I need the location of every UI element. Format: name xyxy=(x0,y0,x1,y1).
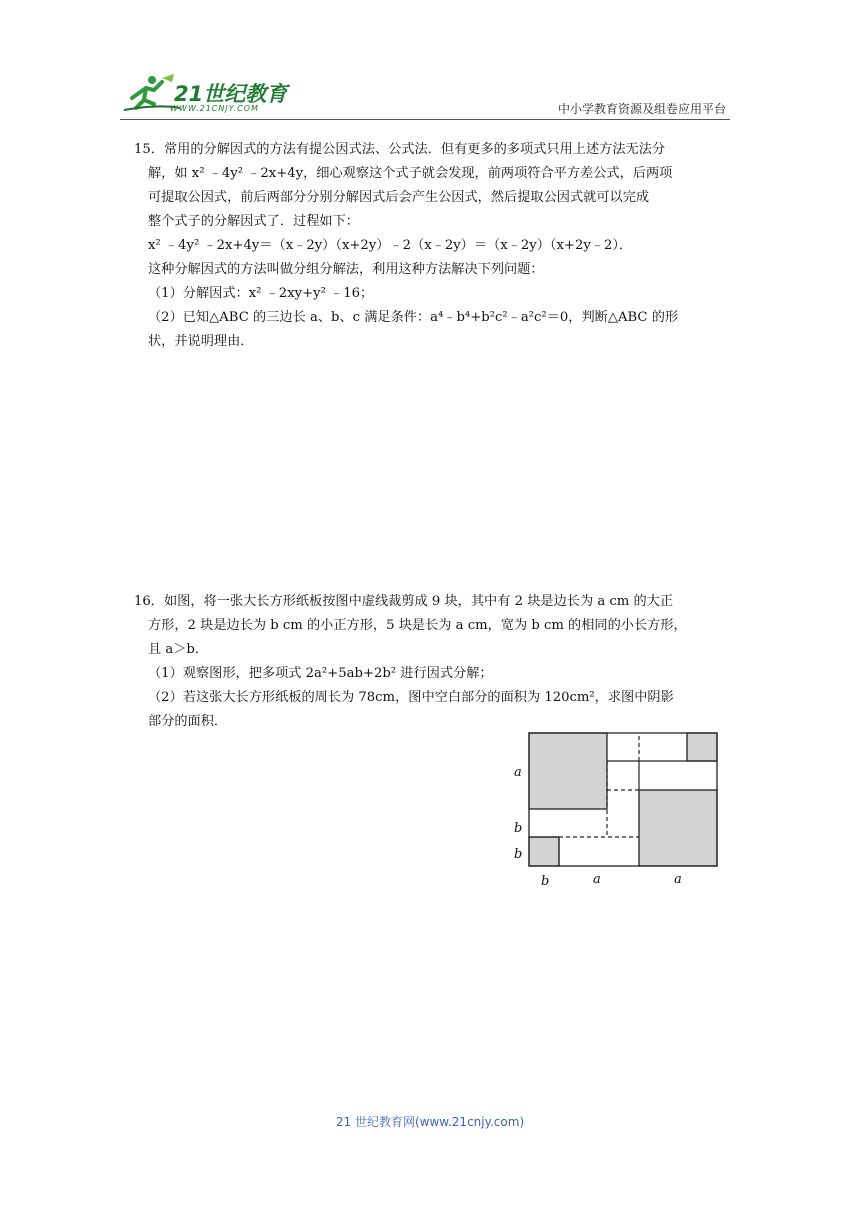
q16-line-3: 且 a＞b． xyxy=(148,642,209,657)
q15-line-7: （1）分解因式：x² ﹣2xy+y² ﹣16； xyxy=(148,286,374,301)
q15-line-4: 整个式子的分解因式了．过程如下： xyxy=(148,214,359,229)
q15-line-8: （2）已知△ABC 的三边长 a、b、c 满足条件：a⁴﹣b⁴+b²c²﹣a²c²＝0，判断△ABC 的形 xyxy=(148,310,679,325)
q15-line-2: 解，如 x² ﹣4y² ﹣2x+4y，细心观察这个式子就会发现，前两项符合平方差公式，后两项 xyxy=(148,166,673,181)
left-label-b1: b xyxy=(514,821,523,836)
small-square-top-right xyxy=(687,733,717,761)
bottom-label-a2: a xyxy=(674,872,682,887)
header-divider xyxy=(120,119,730,120)
big-square-bottom-right xyxy=(639,790,717,866)
question-15 xyxy=(134,138,678,354)
rectangle-figure xyxy=(505,725,725,895)
left-label-b2: b xyxy=(514,847,523,862)
left-label-a: a xyxy=(514,765,522,780)
site-logo xyxy=(118,68,298,118)
logo-url: WWW.21CNJY.COM xyxy=(170,104,259,113)
q16-line-5: （2）若这张大长方形纸板的周长为 78cm，图中空白部分的面积为 120cm²，求图中阴影 xyxy=(148,690,674,705)
q15-line-9: 状，并说明理由． xyxy=(148,334,254,349)
q16-line-6: 部分的面积． xyxy=(148,714,228,729)
q16-line-2: 方形，2 块是边长为 b cm 的小正方形，5 块是长为 a cm，宽为 b cm 的相同的小长方形， xyxy=(148,618,687,633)
platform-name: 中小学教育资源及组卷应用平台 xyxy=(557,102,726,116)
bottom-label-b: b xyxy=(541,874,550,889)
figure-svg xyxy=(505,725,725,895)
bottom-label-a1: a xyxy=(593,872,601,887)
big-square-top-left xyxy=(529,733,607,809)
question-16 xyxy=(134,590,687,734)
q16-line-4: （1）观察图形，把多项式 2a²+5ab+2b² 进行因式分解； xyxy=(148,666,493,681)
q16-line-1: 16．如图，将一张大长方形纸板按图中虚线裁剪成 9 块，其中有 2 块是边长为 a cm 的大正 xyxy=(134,594,674,609)
q15-line-6: 这种分解因式的方法叫做分组分解法，利用这种方法解决下列问题： xyxy=(148,262,544,277)
footer-site[interactable]: 21 世纪教育网(www.21cnjy.com) xyxy=(335,1115,525,1129)
q15-line-3: 可提取公因式，前后两部分分别分解因式后会产生公因式，然后提取公因式就可以完成 xyxy=(148,190,650,205)
logo-text: 21世纪教育 xyxy=(174,82,288,106)
small-square-bottom-left xyxy=(529,837,559,866)
q15-line-1: 15．常用的分解因式的方法有提公因式法、公式法．但有更多的多项式只用上述方法无法分 xyxy=(134,142,666,157)
q15-line-5: x² ﹣4y² ﹣2x+4y＝（x﹣2y）（x+2y）﹣2（x﹣2y）＝（x﹣2y）（x+2y﹣2）． xyxy=(148,238,633,253)
